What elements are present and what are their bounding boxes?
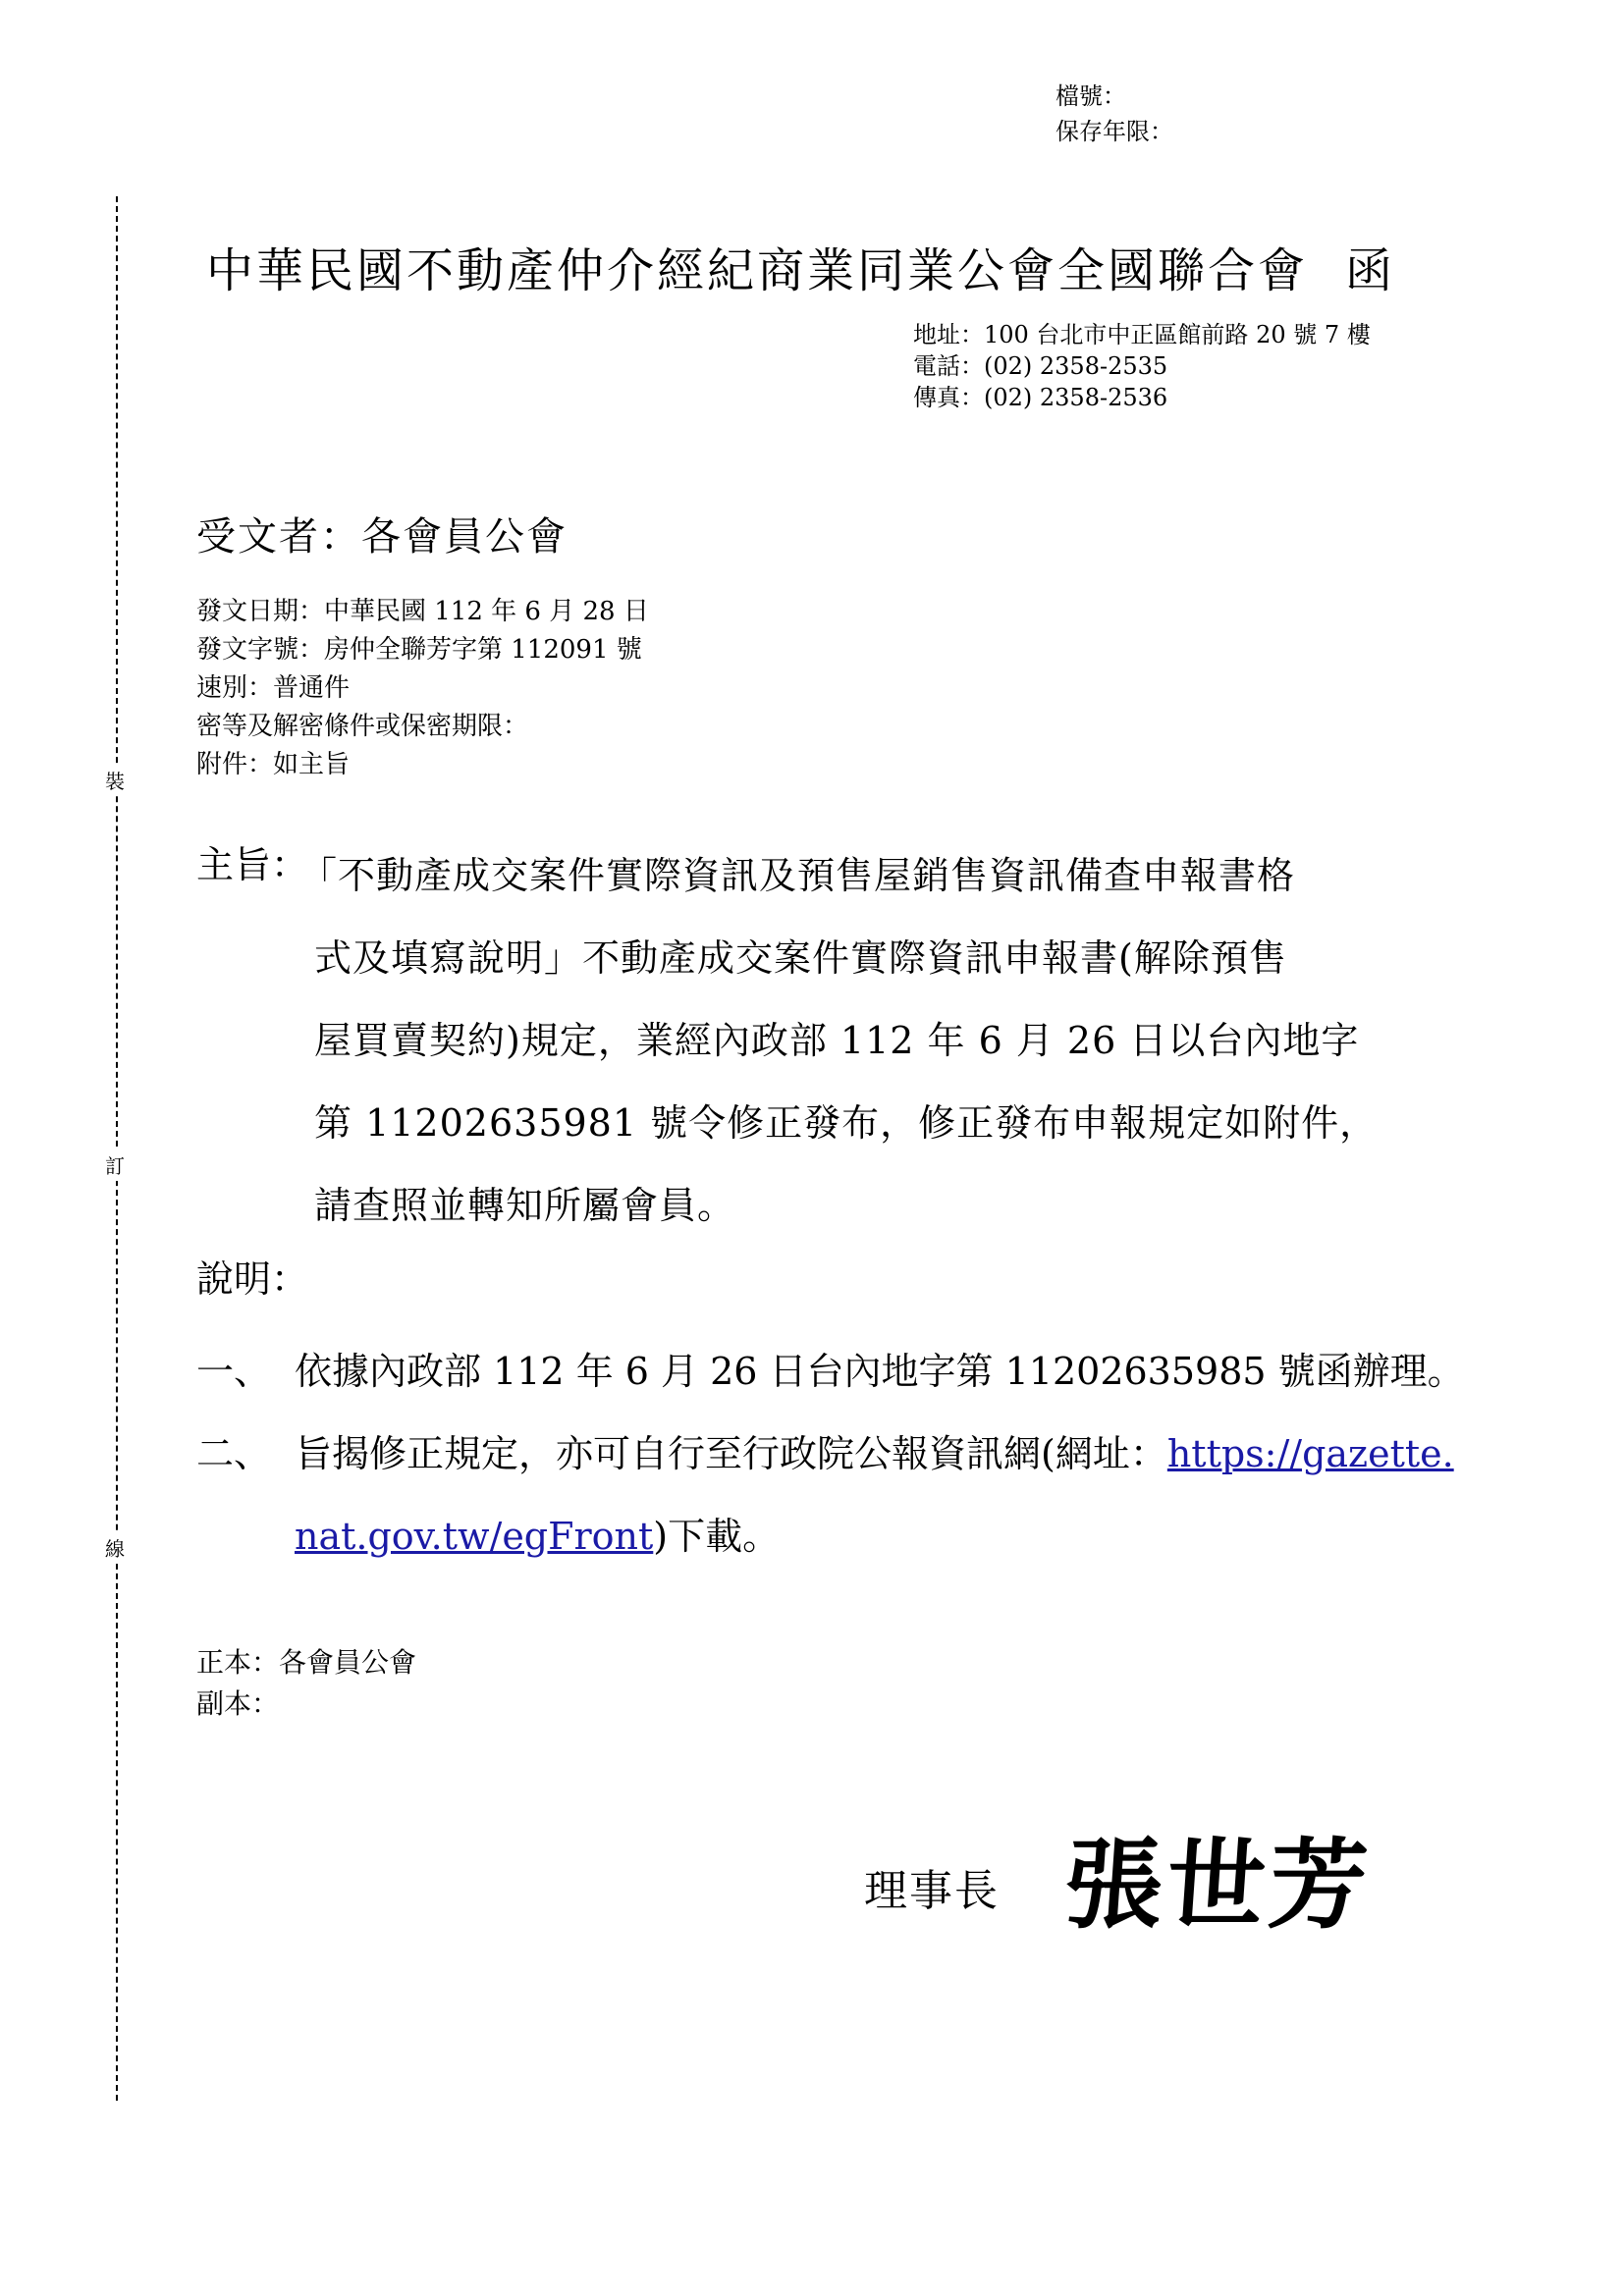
signature-name: 張世芳 — [1060, 1828, 1376, 1943]
contact-block — [913, 319, 1371, 413]
subject-line-1: 「不動產成交案件實際資訊及預售屋銷售資訊備查申報書格 — [299, 854, 1296, 897]
issue-number: 發文字號：房仲全聯芳字第 112091 號 — [196, 635, 642, 665]
binding-char-zhuang: 裝 — [105, 764, 125, 796]
fax: 傳真：(02) 2358-2536 — [913, 384, 1168, 411]
explanation-item-1 — [196, 1330, 1465, 1413]
copy-recipients: 副本： — [196, 1687, 280, 1720]
item-1-text: 依據內政部 112 年 6 月 26 日台內地字第 11202635985 號函辦理。 — [295, 1350, 1465, 1393]
file-number-label: 檔號： — [1056, 82, 1126, 110]
signatory-title: 理事長 — [864, 1866, 1000, 1916]
recipient: 受文者：各會員公會 — [196, 514, 568, 560]
subject-line-4: 第 11202635981 號令修正發布，修正發布申報規定如附件， — [314, 1101, 1379, 1145]
subject-label: 主旨： — [196, 843, 309, 886]
gazette-link-part-2[interactable]: nat.gov.tw/egFront — [295, 1515, 654, 1558]
letter-title: 中華民國不動產仲介經紀商業同業公會全國聯合會 — [206, 243, 1309, 298]
letter-type: 函 — [1345, 243, 1393, 298]
document-meta — [196, 593, 649, 784]
explanation-item-2-continued — [196, 1495, 1465, 1577]
subject-line-5: 請查照並轉知所屬會員。 — [314, 1184, 736, 1227]
secrecy-level: 密等及解密條件或保密期限： — [196, 712, 529, 741]
item-2-text: 旨揭修正規定，亦可自行至行政院公報資訊網(網址： — [295, 1432, 1167, 1475]
original-recipients: 正本：各會員公會 — [196, 1646, 417, 1679]
distribution — [196, 1642, 416, 1725]
issue-date: 發文日期：中華民國 112 年 6 月 28 日 — [196, 597, 649, 626]
phone: 電話：(02) 2358-2535 — [913, 352, 1168, 380]
subject-line-3: 屋買賣契約)規定，業經內政部 112 年 6 月 26 日以台內地字 — [314, 1019, 1360, 1062]
item-1-number: 一、 — [196, 1350, 272, 1393]
binding-char-ding: 訂 — [105, 1148, 125, 1181]
subject-body — [299, 834, 1379, 1247]
retention-label: 保存年限： — [1056, 118, 1173, 145]
attachment: 附件：如主旨 — [196, 750, 351, 779]
binding-char-xian: 線 — [105, 1531, 125, 1564]
file-info — [1056, 79, 1173, 149]
gazette-link-part-1[interactable]: https://gazette. — [1166, 1432, 1454, 1475]
item-2-number: 二、 — [196, 1432, 272, 1475]
item-2-text-after: )下載。 — [653, 1515, 781, 1558]
explanation-item-2 — [196, 1413, 1465, 1495]
explanation-items — [196, 1330, 1465, 1577]
address: 地址：100 台北市中正區館前路 20 號 7 樓 — [913, 321, 1371, 348]
file-number-row — [1056, 79, 1173, 114]
explanation-label: 說明： — [196, 1257, 309, 1301]
speed-class: 速別：普通件 — [196, 673, 351, 703]
retention-row — [1056, 114, 1173, 149]
subject-line-2: 式及填寫說明」不動產成交案件實際資訊申報書(解除預售 — [314, 936, 1287, 980]
